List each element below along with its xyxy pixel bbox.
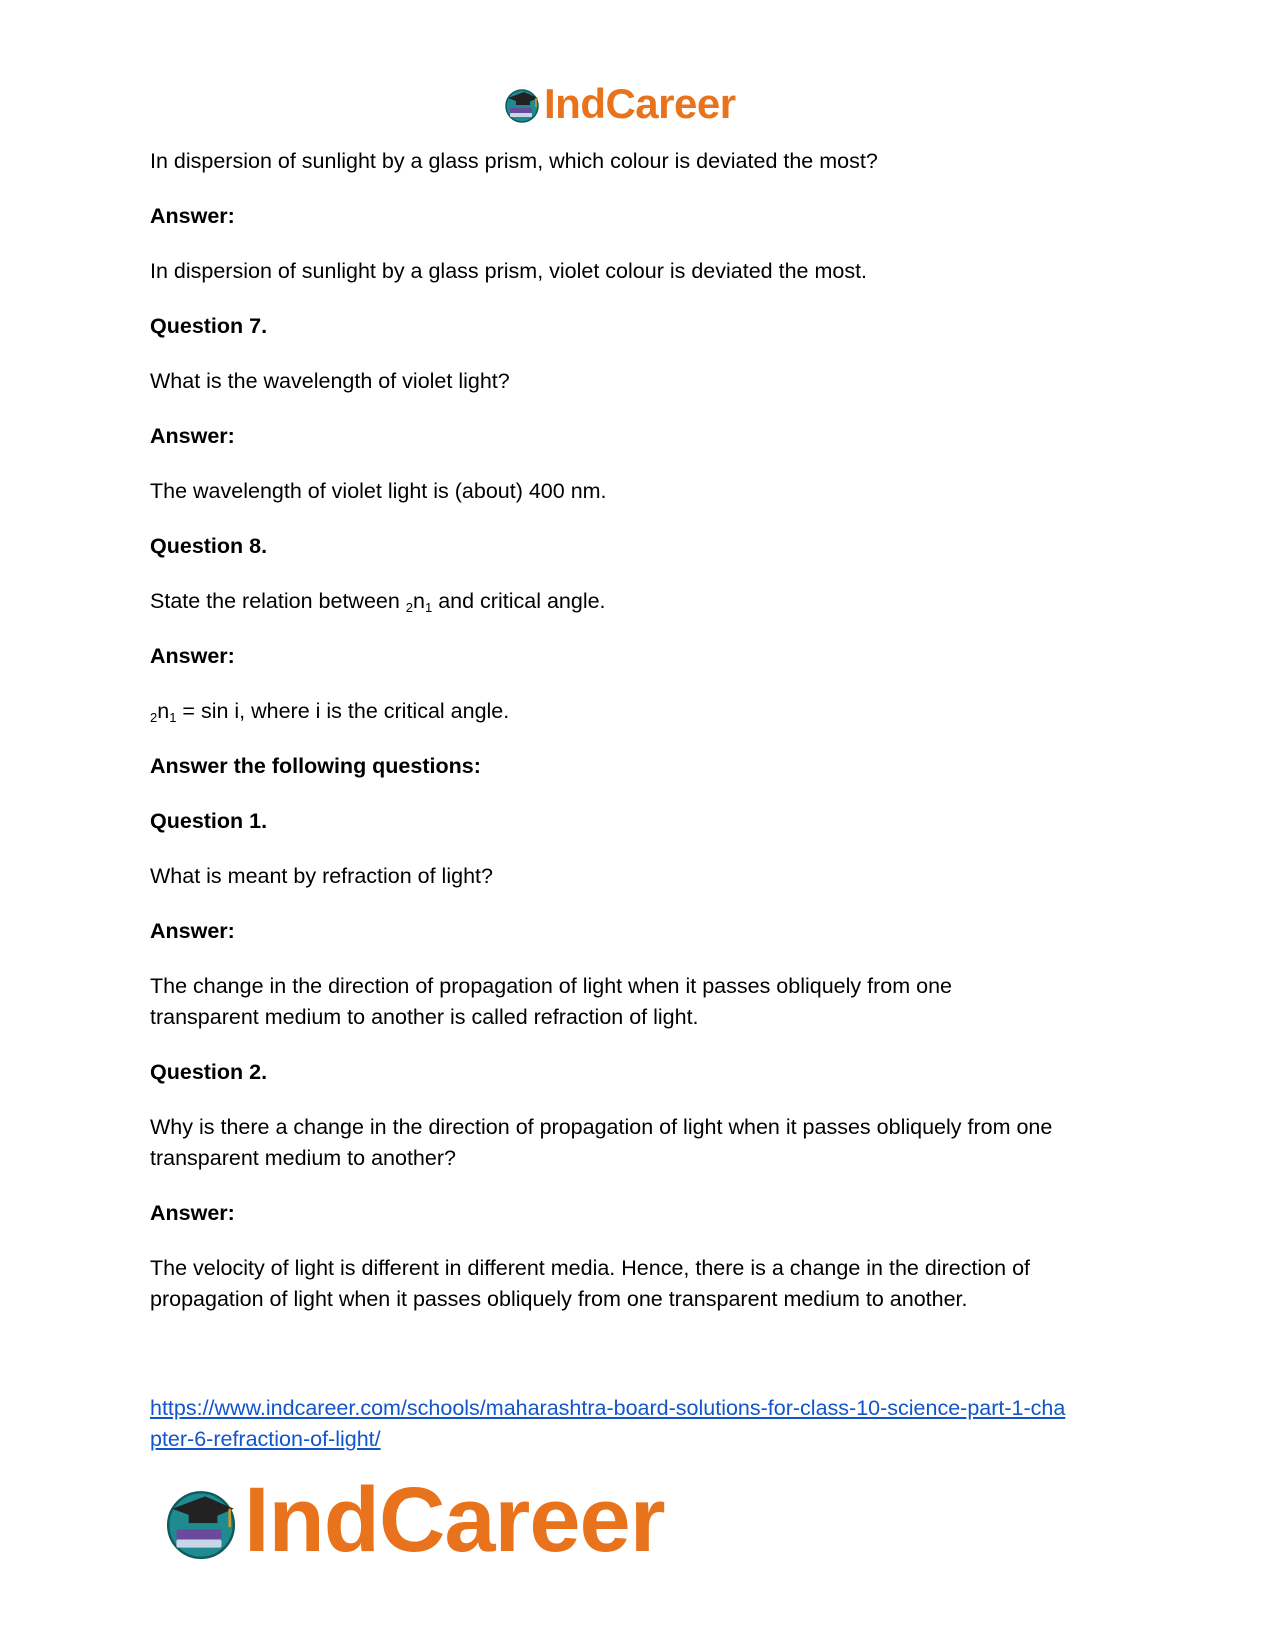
question-text-pre: State the relation between <box>150 589 406 613</box>
answer-text <box>150 971 1130 1033</box>
answer-label: Answer: <box>150 204 235 228</box>
answer-label: Answer: <box>150 644 235 668</box>
header-logo <box>502 80 736 128</box>
answer-line: propagation of light when it passes obliquely from one transparent medium to another. <box>150 1287 968 1311</box>
question-label: Question 2. <box>150 1060 268 1084</box>
subscript: 1 <box>425 600 433 615</box>
answer-text: In dispersion of sunlight by a glass prism, violet colour is deviated the most. <box>150 259 868 283</box>
link-line[interactable]: pter-6-refraction-of-light/ <box>150 1427 381 1451</box>
answer-line: The velocity of light is different in different media. Hence, there is a change in the direction of <box>150 1256 1031 1280</box>
question-label: Question 8. <box>150 534 268 558</box>
subscript: 1 <box>169 710 177 725</box>
subscript: 2 <box>405 600 414 615</box>
question-line: transparent medium to another? <box>150 1146 456 1170</box>
question-text: What is the wavelength of violet light? <box>150 369 510 393</box>
question-label: Question 7. <box>150 314 268 338</box>
subscript: 2 <box>150 710 158 725</box>
source-link[interactable] <box>150 1393 1140 1455</box>
answer-line: transparent medium to another is called refraction of light. <box>150 1005 699 1029</box>
answer-label: Answer: <box>150 1201 235 1225</box>
question-text <box>150 586 1130 617</box>
footer-logo <box>160 1468 665 1573</box>
variable: n <box>413 589 425 613</box>
graduation-cap-globe-icon <box>160 1480 242 1562</box>
question-text-post: and critical angle. <box>432 589 606 613</box>
logo-wordmark: IndCareer <box>544 80 736 127</box>
question-text: What is meant by refraction of light? <box>150 864 493 888</box>
section-heading: Answer the following questions: <box>150 754 481 778</box>
answer-text <box>150 696 1130 727</box>
question-text <box>150 1112 1130 1174</box>
variable: n <box>157 699 170 723</box>
question-label: Question 1. <box>150 809 268 833</box>
answer-line: The change in the direction of propagation of light when it passes obliquely from one <box>150 974 952 998</box>
link-line[interactable]: https://www.indcareer.com/schools/maharashtra-board-solutions-for-class-10-science-part-1-cha <box>150 1396 1066 1420</box>
logo-wordmark: IndCareer <box>244 1469 665 1571</box>
answer-label: Answer: <box>150 919 235 943</box>
question-text: In dispersion of sunlight by a glass prism, which colour is deviated the most? <box>150 149 878 173</box>
question-line: Why is there a change in the direction of propagation of light when it passes obliquely from one <box>150 1115 1053 1139</box>
document-body <box>150 146 1130 1339</box>
answer-text <box>150 1253 1130 1315</box>
graduation-cap-globe-icon <box>502 84 542 124</box>
answer-text: The wavelength of violet light is (about) 400 nm. <box>150 479 607 503</box>
answer-text-post: = sin i, where i is the critical angle. <box>176 699 510 723</box>
answer-label: Answer: <box>150 424 235 448</box>
